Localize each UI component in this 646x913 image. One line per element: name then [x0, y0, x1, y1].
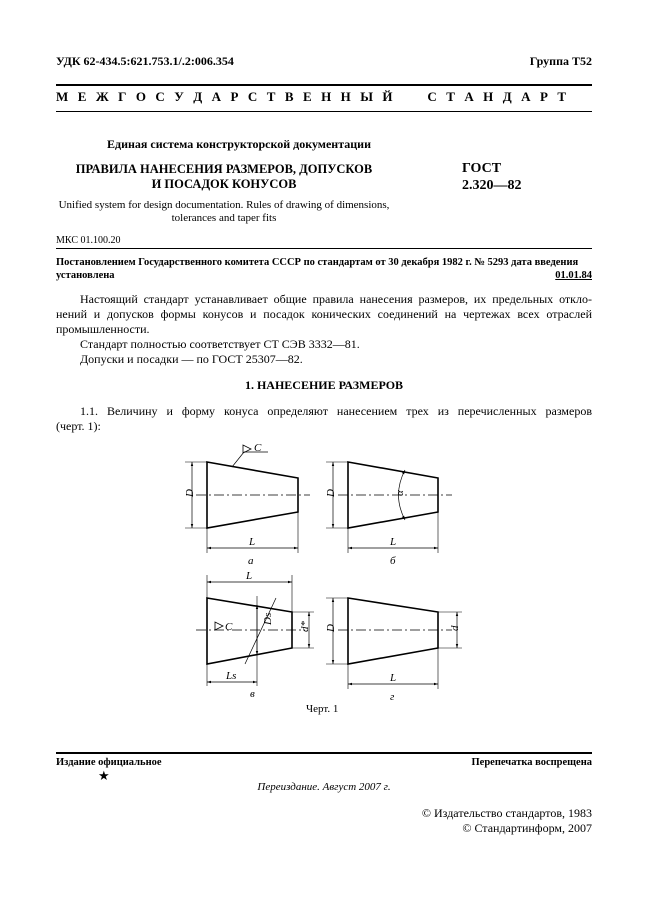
english-title-line-1: Unified system for design documentation. Rules of drawing of dimensions,: [58, 199, 390, 211]
label-v-letter: в: [250, 688, 255, 700]
label-b-alpha: α: [394, 490, 406, 496]
figure-caption: Черт. 1: [306, 703, 339, 715]
label-a-L: L: [249, 536, 256, 548]
label-b-L: L: [390, 536, 397, 548]
decree-line-2-left: установлена: [56, 270, 115, 281]
section-1-line-2: (черт. 1):: [56, 419, 101, 433]
section-1-heading: 1. НАНЕСЕНИЕ РАЗМЕРОВ: [244, 378, 404, 392]
title-line-1: ПРАВИЛА НАНЕСЕНИЯ РАЗМЕРОВ, ДОПУСКОВ: [75, 162, 373, 176]
label-v-L: L: [246, 570, 253, 582]
system-name: Единая система конструкторской документации: [107, 137, 371, 151]
label-a-D: D: [184, 489, 196, 497]
english-title-line-2: tolerances and taper fits: [171, 212, 277, 224]
section-1-line-1: 1.1. Величину и форму конуса определяют нанесением трех из перечисленных размеров: [80, 404, 592, 418]
decree-line-1: Постановлением Государственного комитета СССР по стандартам от 30 декабря 1982 г. № 5293 дата введения: [56, 257, 579, 268]
label-v-Ds: Ds: [262, 612, 274, 625]
decree-date: 01.01.84: [555, 270, 592, 281]
label-v-C: C: [225, 621, 233, 633]
label-b-D: D: [325, 489, 337, 497]
intro-tolerances: Допуски и посадки — по ГОСТ 25307—82.: [80, 352, 303, 366]
gost-label: ГОСТ: [462, 161, 502, 176]
label-v-ds: d*: [299, 621, 311, 632]
figure-v: [196, 575, 314, 686]
copyright-block: [422, 806, 592, 836]
banner-title: М Е Ж Г О С У Д А Р С Т В Е Н Н Ы Й С Т А Н Д А Р Т: [56, 89, 570, 104]
reissue-note: Переиздание. Август 2007 г.: [257, 781, 391, 793]
gost-number: 2.320—82: [462, 178, 522, 193]
reprint-prohibited: Перепечатка воспрещена: [471, 757, 592, 768]
edition-official: Издание официальное: [56, 757, 162, 768]
figure-a: [185, 445, 310, 553]
label-g-L: L: [390, 672, 397, 684]
copyright-1983: © Издательство стандартов, 1983: [421, 806, 592, 820]
star-icon: ★: [98, 768, 110, 783]
label-b-letter: б: [390, 555, 396, 567]
label-g-d: d: [449, 625, 461, 631]
figure-b: [326, 462, 452, 553]
intro-line-2: нений и допусков формы конусов и посадок конических соединений на чертежах всех отраслей: [56, 307, 592, 321]
copyright-2007: © Стандартинформ, 2007: [462, 821, 592, 835]
group-code: Группа Т52: [529, 54, 592, 68]
intro-line-3: промышленности.: [56, 322, 150, 336]
udk-code: УДК 62-434.5:621.753.1/.2:006.354: [56, 54, 234, 68]
mks-code: МКС 01.100.20: [56, 235, 121, 246]
title-line-2: И ПОСАДОК КОНУСОВ: [151, 177, 297, 191]
label-v-Ls: Ls: [226, 670, 237, 682]
intro-sev: Стандарт полностью соответствует СТ СЭВ 3332—81.: [80, 337, 360, 351]
label-a-letter: а: [248, 555, 254, 567]
intro-line-1: Настоящий стандарт устанавливает общие правила нанесения размеров, их предельных откло-: [80, 292, 592, 306]
label-g-letter: г: [390, 691, 395, 703]
label-g-D: D: [325, 624, 337, 632]
label-a-C: C: [254, 442, 262, 454]
cone-g-outline: [348, 598, 438, 664]
footer-rule: [56, 752, 592, 754]
